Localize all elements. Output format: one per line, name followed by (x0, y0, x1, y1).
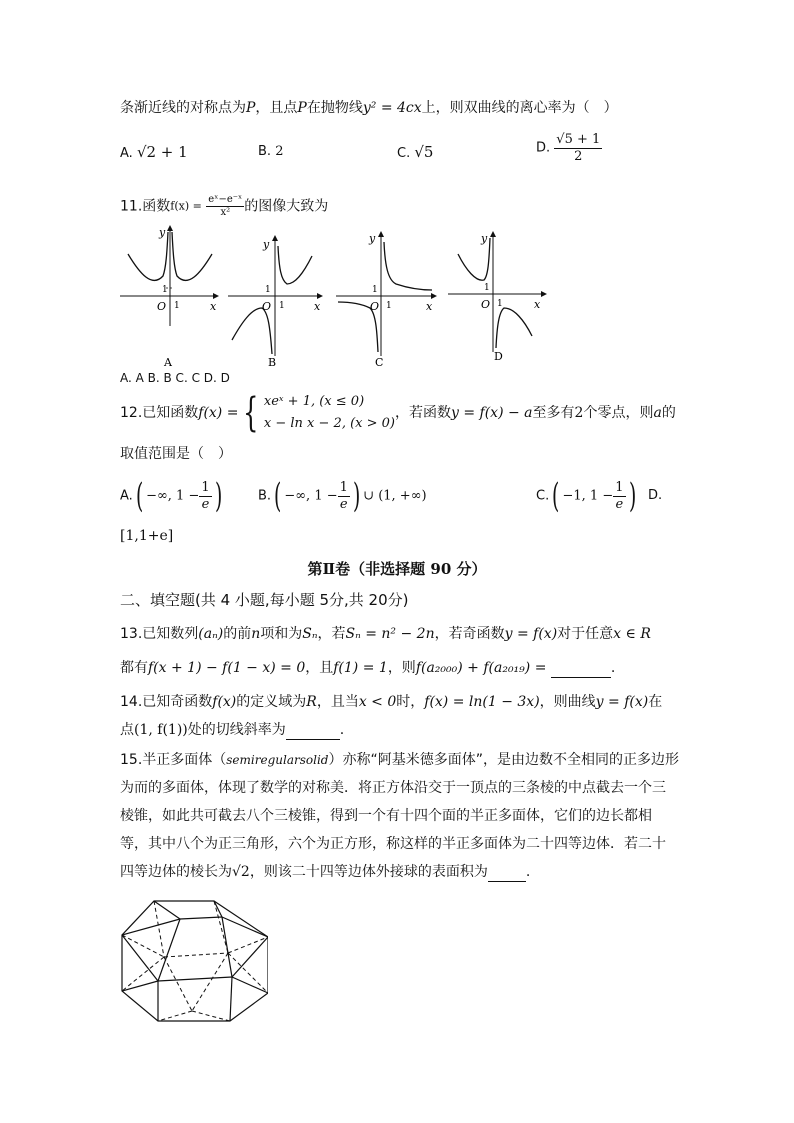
brace: { (243, 390, 259, 436)
graph-label-d: D (494, 350, 503, 363)
q11-answer-options: A. A B. B C. C D. D (120, 371, 230, 385)
axis-label-x: x (426, 300, 433, 313)
tick-label: 1 (174, 301, 180, 311)
q11-graphs (0, 222, 794, 372)
parabola-formula: y² = 4cx (362, 100, 422, 116)
q14-line1: 14.已知奇函数f(x)的定义域为R，且当x < 0时，f(x) = ln(1 − 3x)，则曲线y = f(x)在 (120, 694, 663, 710)
q15-line5: 四等边体的棱长为√2，则该二十四等边体外接球的表面积为 . (120, 864, 531, 880)
origin-label: O (157, 300, 167, 313)
graph-b (228, 236, 322, 369)
q12-option-c: C.( −1, 1 − $\frac{1}{e}$ ) (536, 476, 636, 516)
tick-label: 1 (386, 301, 392, 311)
q14-line2: 点(1, f(1))处的切线斜率为 . (120, 722, 345, 738)
q10-line: 条渐近线的对称点为P，且点P在抛物线y² = 4cx上，则双曲线的离心率为（ ） (120, 100, 618, 116)
q10-option-d: D. $\frac{√5 + 1}{2}$ (536, 132, 601, 164)
tick-label: 1 (484, 283, 490, 293)
part2-title: 第Ⅱ卷（非选择题 90 分） (307, 560, 487, 578)
tick-label: 1 (279, 301, 285, 311)
q11-stem: 11.函数f(x) = $\frac{\text{eˣ−e⁻ˣ}}{\text{x²}}$ 的图像大致为 (120, 194, 329, 218)
q13-line1: 13.已知数列(aₙ)的前n项和为Sₙ，若Sₙ = n² − 2n，若奇函数y = f(x)对于任意x ∈ R (120, 626, 651, 642)
q15-line2: 为而的多面体，体现了数学的对称美．将正方体沿交于一顶点的三条棱的中点截去一个三 (120, 780, 666, 796)
axis-label-x: x (210, 300, 217, 313)
fraction: $\frac{√5 + 1}{2}$ (556, 132, 601, 164)
axis-label-x: x (314, 300, 321, 313)
q10-option-a: A. √2 + 1 (120, 143, 188, 161)
answer-blank[interactable] (551, 663, 611, 678)
q12-stem: 12.已知函数f(x) = { xeˣ + 1, (x ≤ 0) x − ln x − 2, (x > 0) ，若函数y = f(x) − a至多有2个零点，则a的 (120, 390, 676, 436)
tick-label: 1 (265, 285, 271, 295)
tick-label: 1 (162, 285, 168, 295)
origin-label: O (370, 300, 380, 313)
graph-label-c: C (375, 356, 384, 369)
origin-label: O (481, 298, 491, 311)
q12-option-d-label: D. (648, 488, 663, 503)
q12-line2: 取值范围是（ ） (120, 446, 232, 462)
axis-label-y: y (159, 226, 166, 239)
tick-label: 1 (372, 285, 378, 295)
q12-option-a: A.( −∞, 1 − $\frac{1}{e}$ ) (120, 476, 222, 516)
q10-option-b: B. 2 (258, 144, 284, 159)
function-fraction: $\frac{\text{eˣ−e⁻ˣ}}{\text{x²}}$ (208, 194, 243, 218)
q15-line1: 15.半正多面体（semiregularsolid）亦称“阿基米德多面体”，是由边数不全相同的正多边形 (120, 752, 679, 768)
q12-option-d-value: [1,1+e] (120, 528, 174, 544)
q15-line4: 等，其中八个为正三角形，六个为正方形，称这样的半正多面体为二十四等边体．若二十 (120, 836, 666, 852)
section-heading: 二、填空题(共 4 小题,每小题 5分,共 20分) (120, 591, 409, 609)
graph-c (336, 232, 436, 369)
point-p: P (246, 100, 256, 116)
piecewise: xeˣ + 1, (x ≤ 0) x − ln x − 2, (x > 0) (263, 394, 395, 431)
origin-label: O (262, 300, 272, 313)
function-g: y = f(x) − a (451, 405, 533, 421)
axis-label-x: x (534, 298, 541, 311)
graph-a (120, 226, 218, 369)
graph-label-b: B (268, 356, 277, 369)
function-name: f(x) = (198, 405, 239, 421)
point-p: P (297, 100, 307, 116)
q12-option-b: B.( −∞, 1 − $\frac{1}{e}$ ) ∪ (1, +∞) (258, 476, 427, 516)
cuboctahedron-figure (118, 895, 268, 1025)
q13-line2: 都有f(x + 1) − f(1 − x) = 0，且f(1) = 1，则f(a₂₀₀₀) + f(a₂₀₁₉) = . (120, 660, 616, 676)
graph-d (448, 232, 546, 363)
answer-blank[interactable] (488, 867, 526, 882)
graph-label-a: A (164, 356, 172, 369)
axis-label-y: y (369, 232, 376, 245)
q15-line3: 棱锥，如此共可截去八个三棱锥，得到一个有十四个面的半正多面体，它们的边长都相 (120, 808, 652, 824)
tick-label: 1 (497, 299, 503, 309)
q10-option-c: C. √5 (397, 143, 434, 161)
axis-label-y: y (263, 238, 270, 251)
axis-label-y: y (481, 232, 488, 245)
answer-blank[interactable] (286, 725, 340, 740)
